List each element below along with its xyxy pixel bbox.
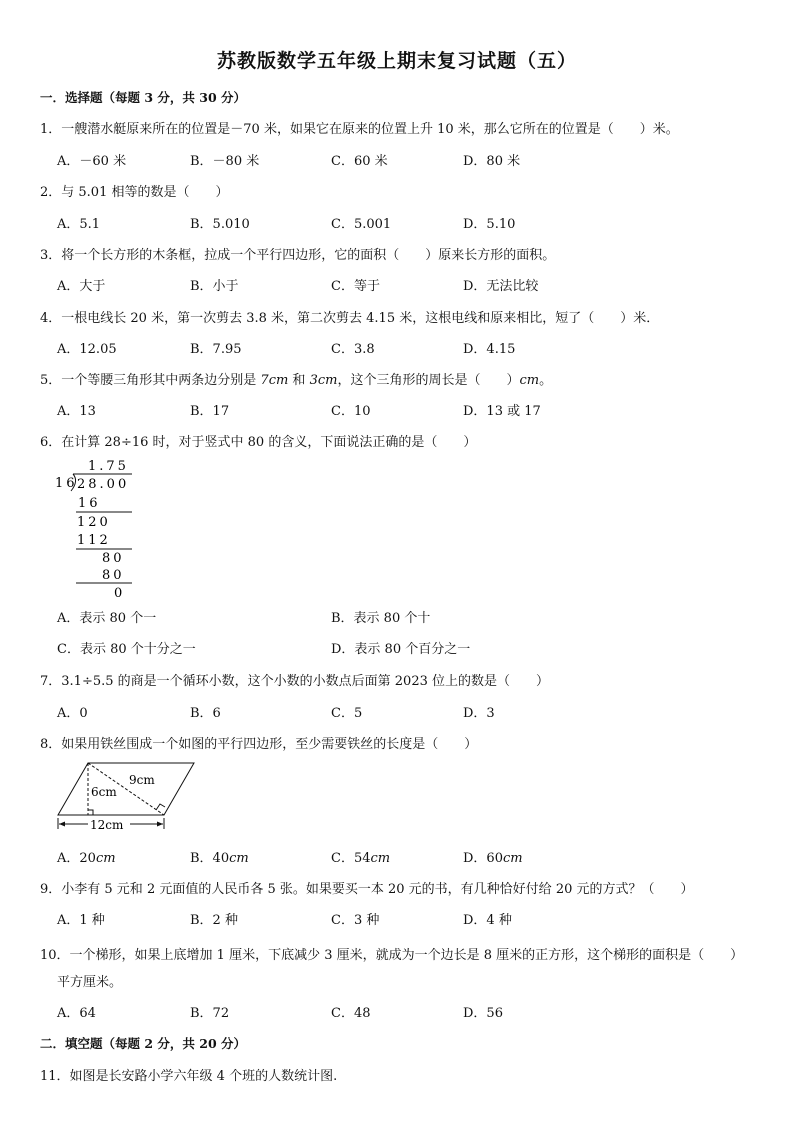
q5-option-b[interactable]: B．17	[190, 404, 230, 419]
q9-option-d[interactable]: D．4 种	[463, 913, 512, 928]
q1-option-d[interactable]: D．80 米	[463, 154, 521, 169]
side-right-angle	[156, 804, 165, 810]
q1-option-a[interactable]: A．－60 米	[57, 154, 127, 169]
q7-option-b[interactable]: B．6	[190, 706, 221, 721]
q5-unit-1: cm	[268, 373, 289, 388]
q1-option-b[interactable]: B．－80 米	[190, 154, 260, 169]
q3-option-d[interactable]: D．无法比较	[463, 279, 539, 294]
question-2: 2．与 5.01 相等的数是（ ）	[40, 185, 229, 200]
division-remainder: 0	[114, 586, 126, 600]
q3-option-a[interactable]: A．大于	[57, 279, 106, 294]
height-right-angle	[88, 810, 93, 815]
question-3: 3．将一个长方形的木条框，拉成一个平行四边形，它的面积（ ）原来长方形的面积。	[40, 248, 556, 263]
section-heading-choice: 一．选择题（每题 3 分，共 30 分）	[40, 90, 247, 105]
q8-option-d-unit: cm	[502, 851, 523, 866]
q5-option-d[interactable]: D．13 或 17	[463, 404, 541, 419]
division-step-112: 112	[77, 533, 111, 548]
section-heading-fill: 二．填空题（每题 2 分，共 20 分）	[40, 1036, 247, 1051]
q3-option-c[interactable]: C．等于	[331, 279, 380, 294]
label-12cm: 12cm	[90, 818, 124, 832]
q3-option-b[interactable]: B．小于	[190, 279, 239, 294]
q10-option-d[interactable]: D．56	[463, 1006, 503, 1021]
q5-unit-3: cm	[519, 373, 540, 388]
q5-text-d: 。	[539, 373, 553, 388]
parallelogram-figure	[50, 757, 200, 835]
division-step-16: 16	[78, 496, 101, 511]
q2-option-d[interactable]: D．5.10	[463, 217, 516, 232]
q4-option-a[interactable]: A．12.05	[57, 342, 117, 357]
question-9: 9．小李有 5 元和 2 元面值的人民币各 5 张。如果要买一本 20 元的书，有几种恰好付给 20 元的方式？（ ）	[40, 882, 694, 897]
q8-option-b-unit: cm	[229, 851, 249, 866]
q8-option-b[interactable]	[190, 847, 249, 866]
q5-option-c[interactable]: C．10	[331, 404, 371, 419]
q4-option-d[interactable]: D．4.15	[463, 342, 516, 357]
q5-text-b: 和	[288, 373, 310, 388]
q9-option-c[interactable]: C．3 种	[331, 913, 380, 928]
q5-value-2: 3	[309, 373, 318, 388]
q5-value-1: 7	[260, 373, 269, 388]
q2-option-c[interactable]: C．5.001	[331, 217, 392, 232]
q5-text-c: ，这个三角形的周长是（ ）	[337, 373, 520, 388]
q6-option-c[interactable]: C．表示 80 个十分之一	[57, 642, 196, 657]
arrowhead-right	[157, 822, 163, 827]
long-division-figure	[52, 455, 152, 600]
q5-option-a[interactable]: A．13	[57, 404, 96, 419]
question-5	[40, 369, 552, 388]
q6-option-b[interactable]: B．表示 80 个十	[331, 611, 431, 626]
q7-option-a[interactable]: A．0	[57, 706, 88, 721]
q4-option-b[interactable]: B．7.95	[190, 342, 242, 357]
label-9cm: 9cm	[129, 773, 155, 787]
q8-option-c[interactable]	[331, 847, 390, 866]
q1-option-c[interactable]: C．60 米	[331, 154, 388, 169]
q5-unit-2: cm	[317, 373, 338, 388]
q8-option-d[interactable]	[463, 847, 523, 866]
division-quotient: 1.75	[88, 459, 129, 474]
question-4: 4．一根电线长 20 米，第一次剪去 3.8 米，第二次剪去 4.15 米，这根电线和原来相比，短了（ ）米．	[40, 311, 660, 326]
q6-option-a[interactable]: A．表示 80 个一	[57, 611, 157, 626]
q2-option-b[interactable]: B．5.010	[190, 217, 250, 232]
q2-option-a[interactable]: A．5.1	[57, 217, 101, 232]
q8-option-d-number: D．60	[463, 851, 503, 866]
q8-option-a[interactable]	[57, 847, 116, 866]
q10-option-c[interactable]: C．48	[331, 1006, 371, 1021]
division-dividend: 28.00	[77, 477, 130, 492]
question-10-continuation: 平方厘米。	[57, 975, 123, 990]
q8-option-c-unit: cm	[370, 851, 391, 866]
question-7: 7．3.1÷5.5 的商是一个循环小数，这个小数的小数点后面第 2023 位上的数是（ ）	[40, 674, 549, 689]
question-1: 1．一艘潜水艇原来所在的位置是－70 米，如果它在原来的位置上升 10 米，那么它所在的位置是（ ）米。	[40, 122, 679, 137]
division-step-80a: 80	[102, 551, 125, 566]
page-title: 苏教版数学五年级上期末复习试题（五）	[216, 50, 577, 72]
q8-option-b-number: B．40	[190, 851, 230, 866]
label-6cm: 6cm	[91, 785, 117, 799]
q5-text-a: 5．一个等腰三角形其中两条边分别是	[40, 373, 261, 388]
question-8: 8．如果用铁丝围成一个如图的平行四边形，至少需要铁丝的长度是（ ）	[40, 737, 478, 752]
question-10	[40, 940, 760, 972]
division-divisor: 16	[55, 476, 78, 491]
q9-option-b[interactable]: B．2 种	[190, 913, 238, 928]
question-11: 11．如图是长安路小学六年级 4 个班的人数统计图.	[40, 1069, 338, 1084]
q6-option-d[interactable]: D．表示 80 个百分之一	[331, 642, 471, 657]
q7-option-c[interactable]: C．5	[331, 706, 363, 721]
q8-option-a-number: A．20	[57, 851, 96, 866]
q10-option-b[interactable]: B．72	[190, 1006, 230, 1021]
q4-option-c[interactable]: C．3.8	[331, 342, 375, 357]
arrowhead-left	[59, 822, 65, 827]
question-6: 6．在计算 28÷16 时，对于竖式中 80 的含义，下面说法正确的是（ ）	[40, 435, 477, 450]
q10-text: 10．一个梯形，如果上底增加 1 厘米，下底减少 3 厘米，就成为一个边长是 8 厘米的正方形，这个梯形的面积是（ ）	[40, 948, 744, 963]
q7-option-d[interactable]: D．3	[463, 706, 495, 721]
q8-option-a-unit: cm	[95, 851, 116, 866]
q8-option-c-number: C．54	[331, 851, 371, 866]
q10-option-a[interactable]: A．64	[57, 1006, 96, 1021]
division-step-120: 120	[77, 515, 111, 530]
q9-option-a[interactable]: A．1 种	[57, 913, 105, 928]
division-step-80b: 80	[102, 568, 125, 583]
